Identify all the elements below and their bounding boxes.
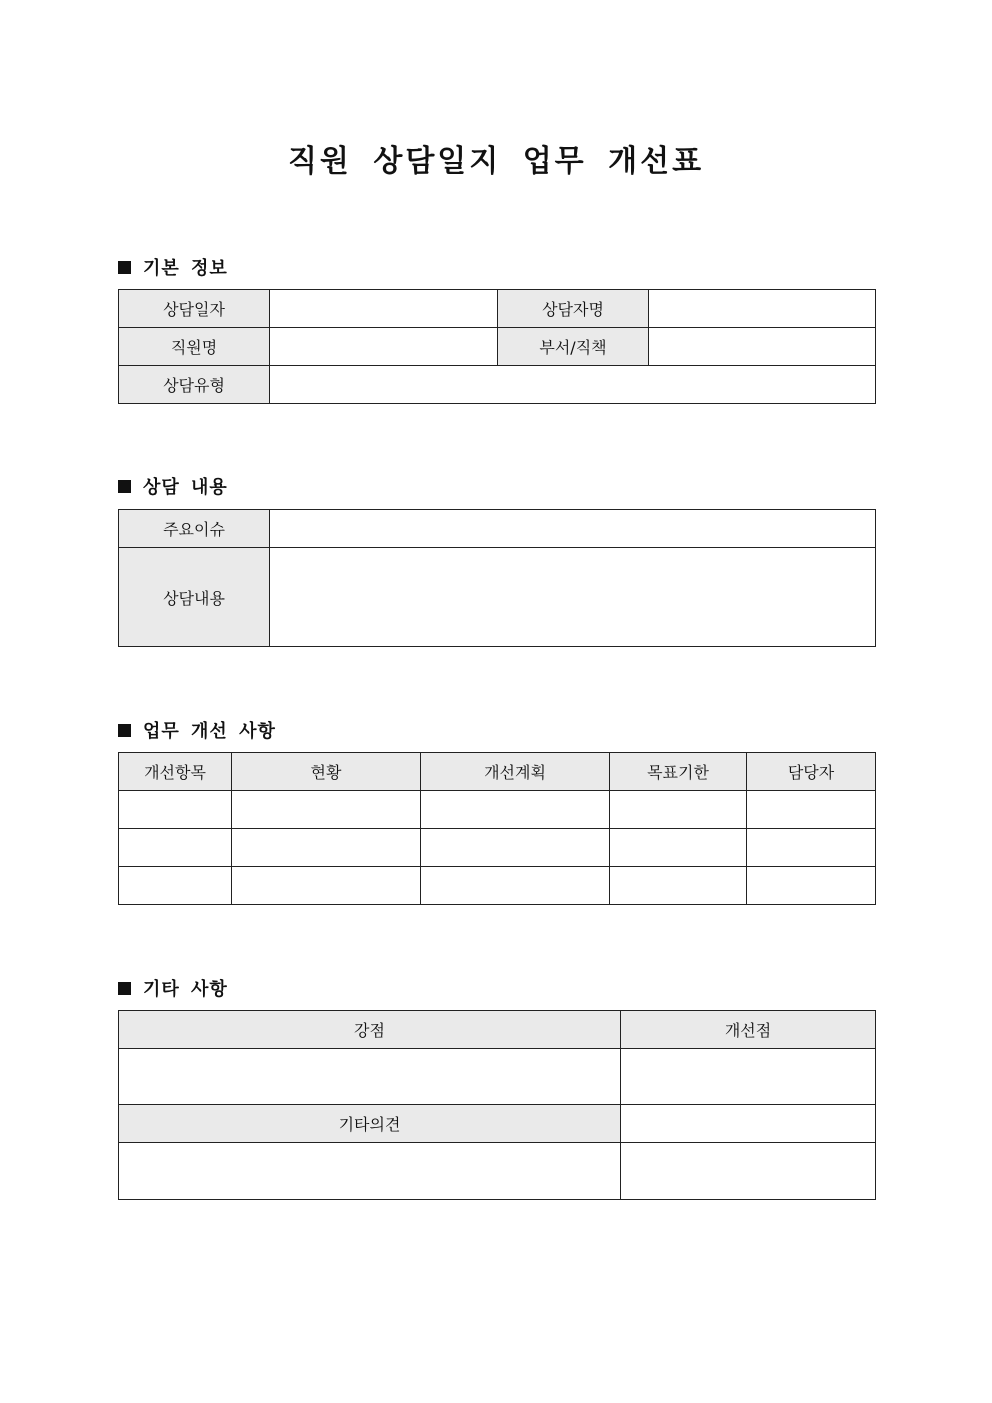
- square-bullet-icon: [118, 982, 131, 995]
- column-header: 개선항목: [119, 753, 232, 791]
- label-issue: 주요이슈: [119, 510, 270, 548]
- table-cell[interactable]: [747, 829, 876, 867]
- other-table: [118, 1010, 876, 1200]
- improvement-table: [118, 752, 876, 905]
- section-heading-other: [118, 975, 228, 1001]
- label-date: 상담일자: [119, 290, 270, 328]
- label-body: 상담내용: [119, 548, 270, 647]
- field-issue[interactable]: [270, 510, 876, 548]
- label-employee: 직원명: [119, 328, 270, 366]
- table-cell[interactable]: [421, 867, 610, 905]
- field-type[interactable]: [270, 366, 876, 404]
- field-improvement[interactable]: [621, 1049, 876, 1105]
- table-cell[interactable]: [610, 829, 747, 867]
- section-title: 업무 개선 사항: [143, 721, 276, 742]
- square-bullet-icon: [118, 480, 131, 493]
- column-header: 개선계획: [421, 753, 610, 791]
- table-cell[interactable]: [119, 791, 232, 829]
- table-cell[interactable]: [232, 867, 421, 905]
- label-strength: 강점: [119, 1011, 621, 1049]
- column-header: 현황: [232, 753, 421, 791]
- table-row: [119, 829, 876, 867]
- label-improvement: 개선점: [621, 1011, 876, 1049]
- label-opinion: 기타의견: [119, 1105, 621, 1143]
- table-row: [119, 791, 876, 829]
- square-bullet-icon: [118, 261, 131, 274]
- label-type: 상담유형: [119, 366, 270, 404]
- page-title: 직원 상담일지 업무 개선표: [287, 144, 705, 179]
- table-cell[interactable]: [421, 791, 610, 829]
- field-opinion-extra[interactable]: [621, 1143, 876, 1200]
- table-cell[interactable]: [610, 791, 747, 829]
- section-title: 기본 정보: [143, 258, 228, 279]
- column-header: 담당자: [747, 753, 876, 791]
- field-opinion-side[interactable]: [621, 1105, 876, 1143]
- field-opinion[interactable]: [119, 1143, 621, 1200]
- column-header: 목표기한: [610, 753, 747, 791]
- field-date[interactable]: [270, 290, 498, 328]
- field-employee[interactable]: [270, 328, 498, 366]
- section-title: 상담 내용: [143, 477, 228, 498]
- section-title: 기타 사항: [143, 979, 228, 1000]
- table-row: [119, 867, 876, 905]
- field-dept[interactable]: [649, 328, 876, 366]
- section-heading-improve: [118, 717, 276, 743]
- table-cell[interactable]: [119, 829, 232, 867]
- section-heading-content: [118, 473, 228, 499]
- label-counselor: 상담자명: [498, 290, 649, 328]
- table-cell[interactable]: [232, 791, 421, 829]
- table-cell[interactable]: [747, 867, 876, 905]
- content-table: [118, 509, 876, 647]
- table-cell[interactable]: [747, 791, 876, 829]
- field-body[interactable]: [270, 548, 876, 647]
- table-cell[interactable]: [119, 867, 232, 905]
- square-bullet-icon: [118, 724, 131, 737]
- table-cell[interactable]: [421, 829, 610, 867]
- table-cell[interactable]: [610, 867, 747, 905]
- basic-info-table: [118, 289, 876, 404]
- table-cell[interactable]: [232, 829, 421, 867]
- label-dept: 부서/직책: [498, 328, 649, 366]
- section-heading-basic: [118, 254, 228, 280]
- field-counselor[interactable]: [649, 290, 876, 328]
- field-strength[interactable]: [119, 1049, 621, 1105]
